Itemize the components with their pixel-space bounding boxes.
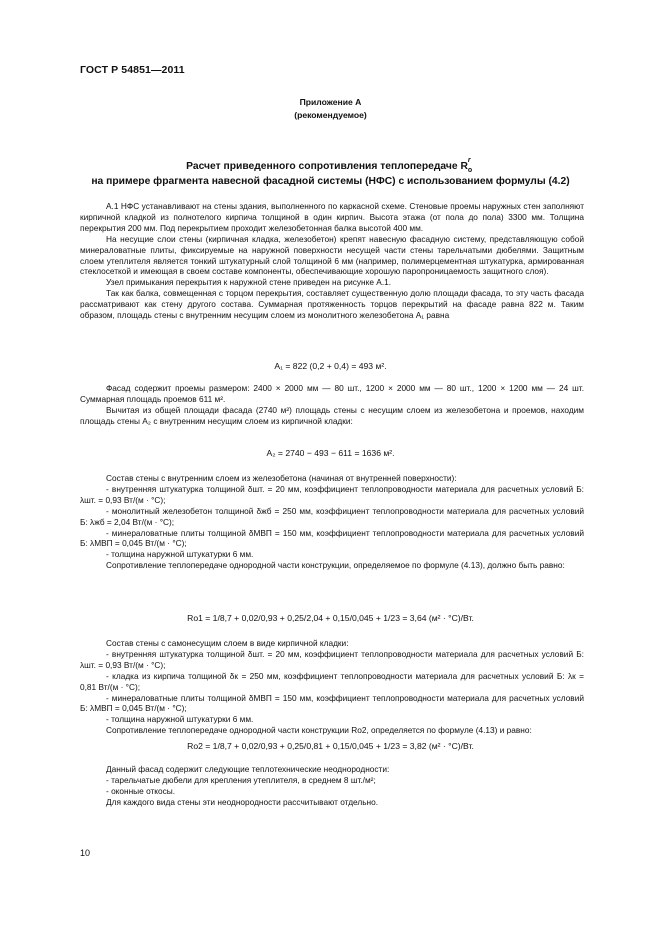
paragraph: Состав стены с внутренним слоем из железобетона (начиная от внутренней поверхности): [106,473,457,483]
formula-ro1: Rо1 = 1/8,7 + 0,02/0,93 + 0,25/2,04 + 0,15/0,045 + 1/23 = 3,64 (м² · °С)/Вт. [187,613,474,623]
paragraph: На несущие слои стены (кирпичная кладка, железобетон) крепят навесную фасадную систему, представляющую собой минераловатные плиты, фиксируемые на наружной поверхности несущей части стены тарельчатыми дюбелями. Защитным слоем утеплителя является тонкий штукатурный слой толщиной 6 мм (например, полимерцементная штукатурка, армированная стеклосеткой и имеющая в своем составе компоненты, обеспечивающие хорошую паропроницаемость защитного слоя). [80,233,584,277]
list-item: - толщина наружной штукатурки 6 мм. [106,714,254,725]
paragraph: Данный фасад содержит следующие теплотехнические неоднородности: [106,764,390,774]
list-item: - минераловатные плиты толщиной δМВП = 150 мм, коэффициент теплопроводности материала для расчетных условий Б: λМВП = 0,045 Вт/(м · °С); [80,527,584,549]
page-number: 10 [80,848,91,858]
paragraph: Вычитая из общей площади фасада (2740 м²) площадь стены с несущим слоем из железобетона и проемов, находим площадь стены A₂ с внутренним несущим слоем из кирпичной кладки: [80,404,584,426]
list-item: - минераловатные плиты толщиной δМВП = 150 мм, коэффициент теплопроводности материала для расчетных условий Б: λМВП = 0,045 Вт/(м · °С); [80,692,584,714]
list-item: - оконные откосы. [106,785,176,796]
intro-section [80,201,584,321]
paragraph: Так как балка, совмещенная с торцом перекрытия, составляет существенную долю площади фасада, то эту часть фасада рассматривают как стену другого состава. Суммарная протяженность торцов перекрытий на фасаде равна 822 м. Таким образом, площадь стены с внутренним несущим слоем из монолитного железобетона A₁ равна [80,288,584,321]
paragraph: Узел примыкания перекрытия к наружной стене приведен на рисунке А.1. [106,277,392,288]
openings-section [80,383,584,427]
paragraph: Фасад содержит проемы размером: 2400 × 2000 мм — 80 шт., 1200 × 2000 мм — 80 шт., 1200 × 1200 мм — 24 шт. Суммарная площадь проемов 611 м². [80,383,584,404]
title-sup: r [467,157,471,164]
concrete-wall-section [80,473,584,571]
list-item: - внутренняя штукатурка толщиной δшт. = 20 мм, коэффициент теплопроводности материала для расчетных условий Б: λшт. = 0,93 Вт/(м · °С); [80,483,584,505]
paragraph: Сопротивление теплопередаче однородной части конструкции Rо2, определяется по формуле (4.13) и равно: [106,725,532,736]
list-item: - толщина наружной штукатурки 6 мм. [106,549,254,560]
title-text: Расчет приведенного сопротивления теплопередаче R [186,161,468,172]
title-sub: о [467,167,473,174]
formula-a2: A₂ = 2740 − 493 − 611 = 1636 м². [266,448,395,458]
appendix-status: (рекомендуемое) [294,110,367,120]
appendix-label: Приложение А [299,97,362,107]
inhomogeneities-section [80,764,584,808]
appendix-title-line-1 [0,159,661,174]
paragraph: Сопротивление теплопередаче однородной части конструкции, определяемое по формуле (4.13), должно быть равно: [106,560,565,571]
formula-a1: A₁ = 822 (0,2 + 0,4) = 493 м². [274,361,387,371]
formula-ro2: Rо2 = 1/8,7 + 0,02/0,93 + 0,25/0,81 + 0,15/0,045 + 1/23 = 3,82 (м² · °С)/Вт. [187,741,474,751]
paragraph: Для каждого вида стены эти неоднородности рассчитывают отдельно. [106,796,379,807]
appendix-title-line-2: на примере фрагмента навесной фасадной системы (НФС) с использованием формулы (4.2) [91,176,570,187]
brick-wall-section [80,638,584,736]
paragraph: Состав стены с самонесущим слоем в виде кирпичной кладки: [106,638,349,648]
list-item: - внутренняя штукатурка толщиной δшт. = 20 мм, коэффициент теплопроводности материала для расчетных условий Б: λшт. = 0,93 Вт/(м · °С); [80,648,584,670]
list-item: - кладка из кирпича толщиной δк = 250 мм, коэффициент теплопроводности материала для расчетных условий Б: λк = 0,81 Вт/(м · °С); [80,670,584,692]
paragraph: А.1 НФС устанавливают на стены здания, выполненного по каркасной схеме. Стеновые проемы наружных стен заполняют кирпичной кладкой из полнотелого кирпича толщиной в один кирпич. Высота этажа (от пола до пола) 3300 мм. Толщина перекрытия 200 мм. Под перекрытием проходит железобетонная балка высотой 400 мм. [80,201,584,233]
standard-header: ГОСТ Р 54851—2011 [80,64,185,76]
list-item: - тарельчатые дюбели для крепления утеплителя, в среднем 8 шт./м²; [106,774,376,785]
list-item: - монолитный железобетон толщиной δжб = 250 мм, коэффициент теплопроводности материала для расчетных условий Б: λжб = 2,04 Вт/(м · °С); [80,505,584,527]
